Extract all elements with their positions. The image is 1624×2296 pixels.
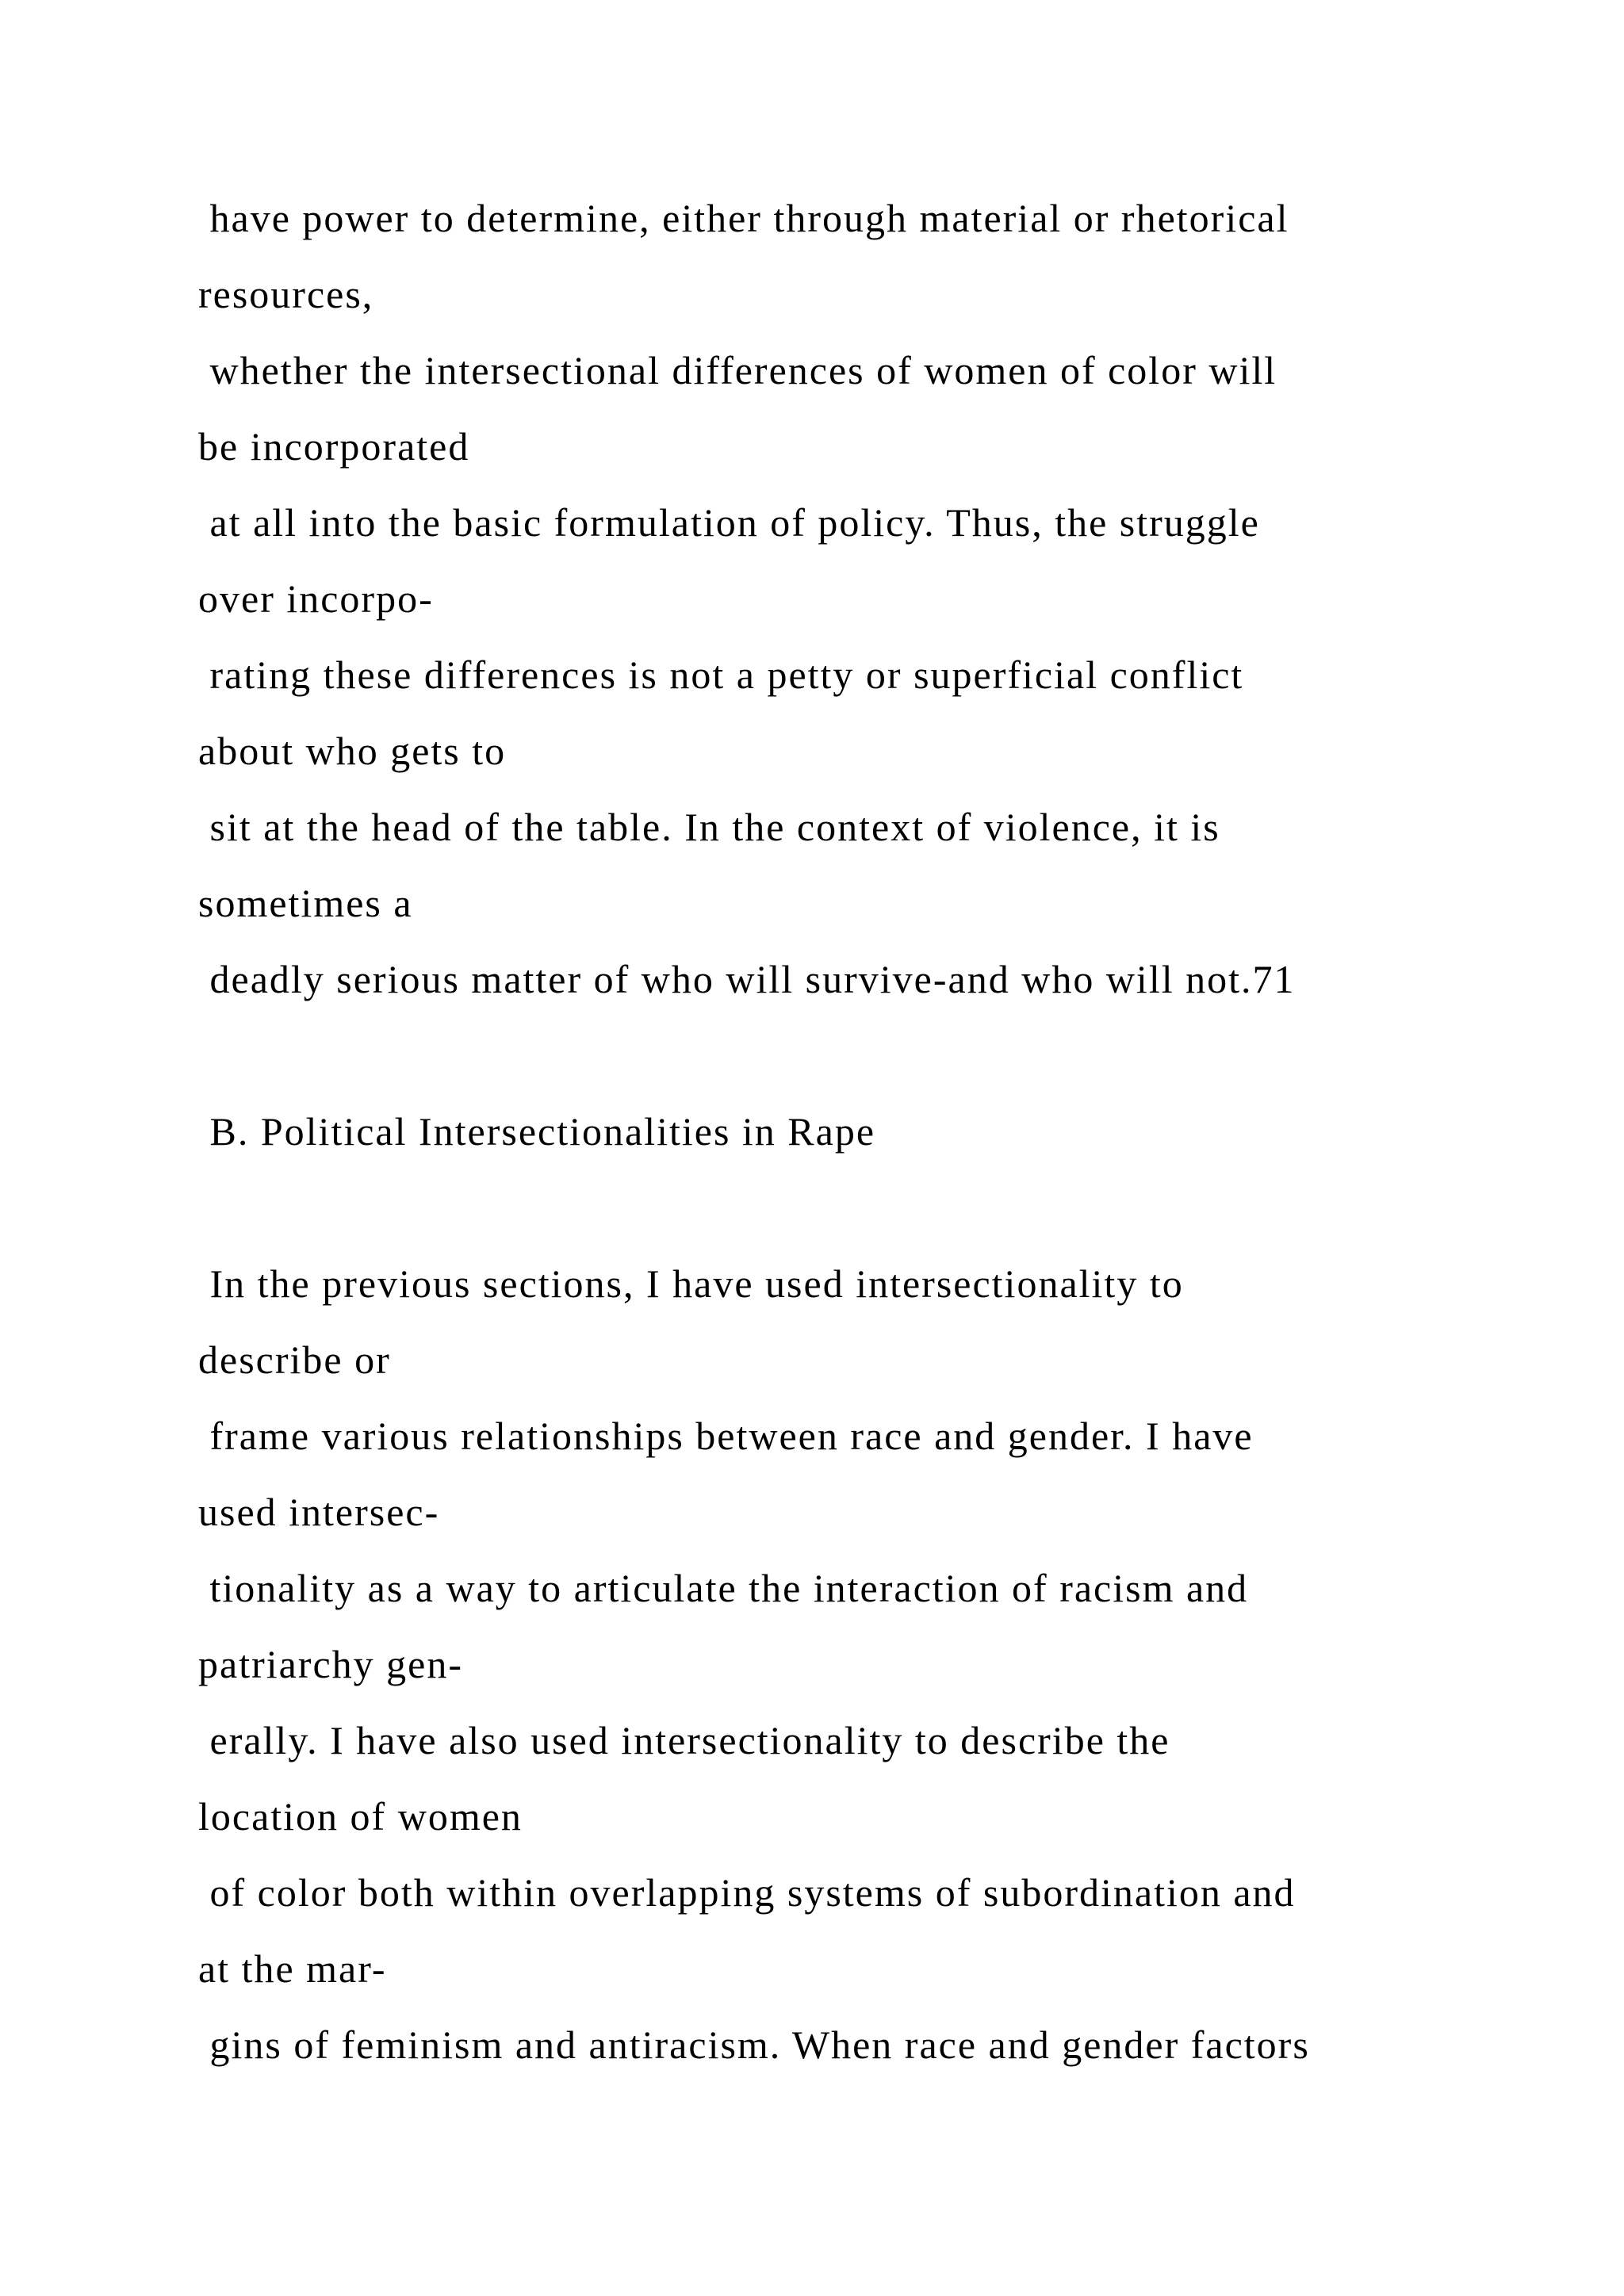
text-line: In the previous sections, I have used intersectionality to [198, 1261, 1184, 1306]
text-line: resources, [198, 272, 374, 316]
text-line: describe or [198, 1337, 391, 1382]
text-line: location of women [198, 1794, 523, 1839]
text-line: whether the intersectional differences of women of color will [198, 348, 1277, 392]
text-line: erally. I have also used intersectionality to describe the [198, 1718, 1170, 1762]
text-line: deadly serious matter of who will survive-and who will not.71 [198, 957, 1296, 1001]
text-line: sit at the head of the table. In the context of violence, it is [198, 805, 1220, 849]
text-line: sometimes a [198, 881, 413, 925]
text-line: used intersec- [198, 1490, 440, 1534]
text-line: over incorpo- [198, 576, 434, 621]
text-line: patriarchy gen- [198, 1642, 464, 1686]
text-line: be incorporated [198, 424, 470, 469]
text-line: have power to determine, either through material or rhetorical [198, 196, 1289, 240]
text-line: rating these differences is not a petty or superficial conflict [198, 652, 1244, 697]
text-line: about who gets to [198, 729, 507, 773]
text-line: tionality as a way to articulate the interaction of racism and [198, 1566, 1249, 1610]
text-line: of color both within overlapping systems of subordination and [198, 1870, 1296, 1915]
text-line: frame various relationships between race and gender. I have [198, 1414, 1254, 1458]
text-line: at all into the basic formulation of policy. Thus, the struggle [198, 500, 1260, 545]
section-heading: B. Political Intersectionalities in Rape [198, 1109, 876, 1154]
text-line: gins of feminism and antiracism. When race and gender factors [198, 2022, 1310, 2067]
text-line: at the mar- [198, 1946, 387, 1991]
